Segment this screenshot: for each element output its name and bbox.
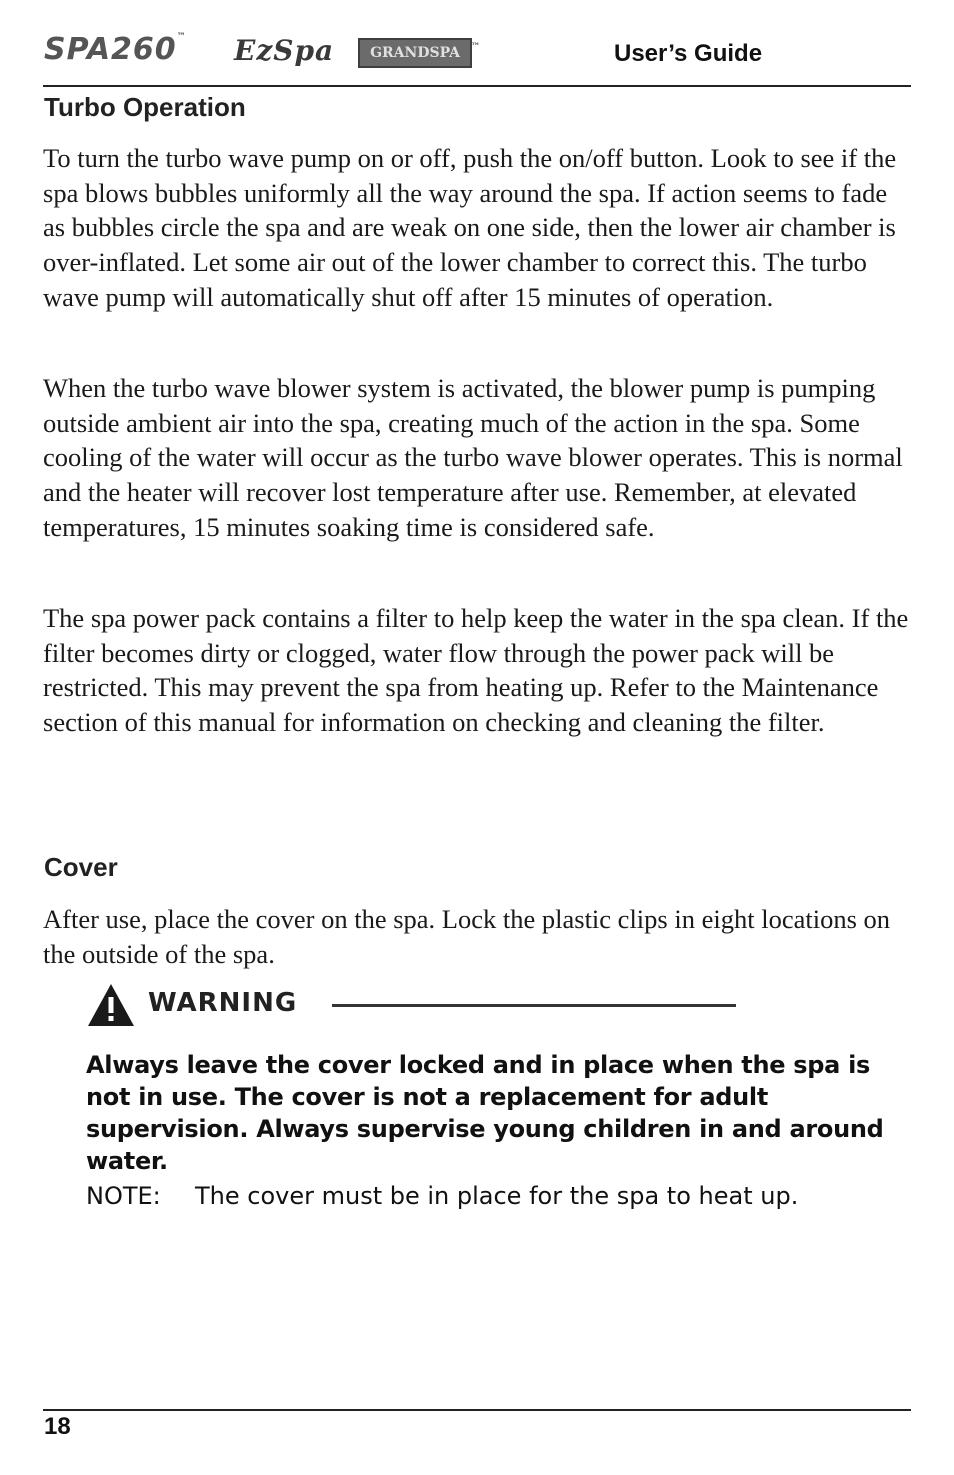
note-label: NOTE: [86,1182,161,1210]
turbo-paragraph-1: To turn the turbo wave pump on or off, push the on/off button. Look to see if the spa blows bubbles uniformly all the way around the spa. If action seems to fade as bubbles circle the spa and are weak on one side, then the lower air chamber is over-inflated. Let some air out of the lower chamber to correct this. The turbo wave pump will automatically shut off after 15 minutes of operation. [43,143,897,312]
footer-rule [43,1409,911,1411]
warning-header [86,982,738,1032]
warning-label: WARNING [148,988,298,1018]
header-rule [43,85,911,87]
section-heading-turbo: Turbo Operation [44,92,246,122]
turbo-paragraph-2: When the turbo wave blower system is activated, the blower pump is pumping outside ambient air into the spa, creating much of the action in the spa. Some cooling of the water will occur as the turbo wave blower operates. This is normal and the heater will recover lost temperature after use. Remember, at elevated temperatures, 15 minutes soaking time is considered safe. [43,373,903,542]
header-logos [44,32,484,72]
turbo-paragraph-3: The spa power pack contains a filter to help keep the water in the spa clean. If the filter becomes dirty or clogged, water flow through the power pack will be restricted. This may prevent the spa from heating up. Refer to the Maintenance section of this manual for information on checking and cleaning the filter. [43,603,909,738]
ezspa-logo: EzSpa [234,34,335,67]
warning-text: Always leave the cover locked and in place when the spa is not in use. The cover is not a replacement for adult supervision. Always supervise young children in and around water. [86,1051,884,1175]
warning-rule [332,1004,736,1007]
section-heading-cover: Cover [44,852,118,882]
spa260-logo: SPA260™ [44,32,187,67]
grandspa-logo: GRANDSPA ™ [358,38,472,68]
guide-title: User’s Guide [614,40,763,67]
warning-triangle-icon [86,982,136,1028]
cover-paragraph: After use, place the cover on the spa. Lock the plastic clips in eight locations on the outside of the spa. [43,904,891,969]
page-number: 18 [44,1413,71,1440]
note-text: The cover must be in place for the spa to heat up. [195,1182,799,1210]
